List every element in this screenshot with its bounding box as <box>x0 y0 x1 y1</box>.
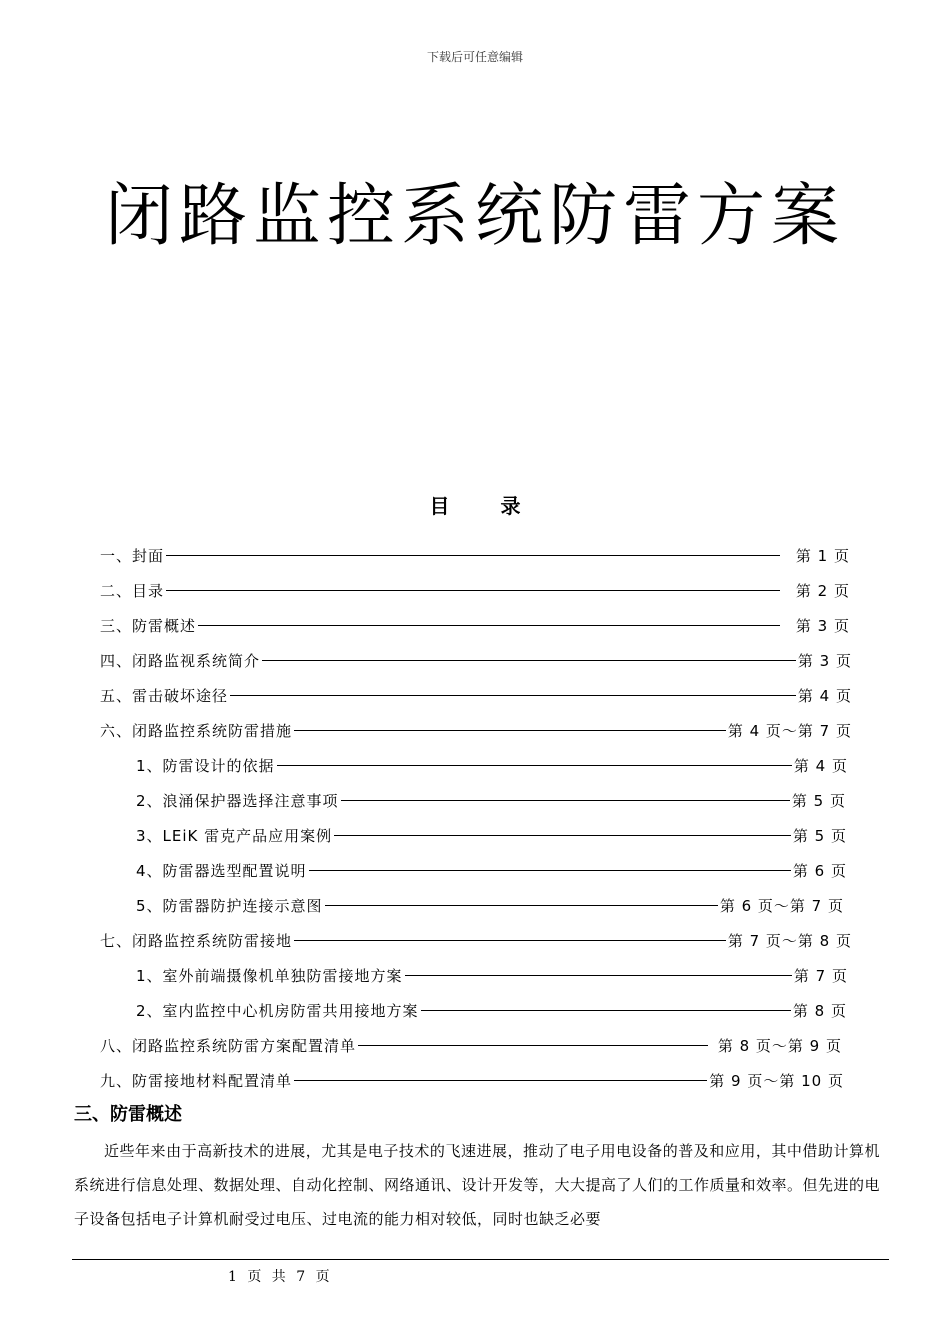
toc-leader <box>166 555 780 556</box>
toc-item-label: 七、闭路监控系统防雷接地 <box>100 931 293 950</box>
toc-leader <box>277 765 792 766</box>
toc-item-page: 第 3 页 <box>795 616 850 635</box>
toc-item-page: 第 7 页 <box>793 966 848 985</box>
toc-item-page: 第 3 页 <box>797 651 852 670</box>
toc-item-page: 第 5 页 <box>792 826 847 845</box>
toc-item-page: 第 8 页～第 9 页 <box>717 1036 842 1055</box>
toc-leader <box>166 590 780 591</box>
toc-item-label: 4、防雷器选型配置说明 <box>136 861 307 880</box>
page-footer: 1 页 共 7 页 <box>228 1269 333 1285</box>
toc-item-page: 第 4 页 <box>793 756 848 775</box>
toc-item-label: 二、目录 <box>100 581 165 600</box>
toc-item-page: 第 4 页～第 7 页 <box>727 721 852 740</box>
toc-item-label: 五、雷击破坏途径 <box>100 686 229 705</box>
toc-item-page: 第 6 页 <box>792 861 847 880</box>
toc-item[interactable] <box>136 785 846 815</box>
toc-item[interactable] <box>100 645 852 675</box>
toc-leader <box>341 800 790 801</box>
toc-item[interactable] <box>100 540 850 570</box>
toc-leader <box>325 905 718 906</box>
toc-leader <box>405 975 792 976</box>
toc-item-page: 第 9 页～第 10 页 <box>709 1071 844 1090</box>
toc-item[interactable] <box>136 855 847 885</box>
toc-item[interactable] <box>136 750 848 780</box>
section-paragraph: 近些年来由于高新技术的进展，尤其是电子技术的飞速进展，推动了电子用电设备的普及和应用，其中借助计算机系统进行信息处理、数据处理、自动化控制、网络通讯、设计开发等，大大提高了人们的工作质量和效率。但先进的电子设备包括电子计算机耐受过电压、过电流的能力相对较低，同时也缺乏必要 <box>74 1142 881 1228</box>
toc-item[interactable] <box>136 820 847 850</box>
toc-leader <box>309 870 791 871</box>
toc-item[interactable] <box>100 1065 844 1095</box>
toc-item-page: 第 1 页 <box>795 546 850 565</box>
toc-item-page: 第 8 页 <box>792 1001 847 1020</box>
toc-leader <box>294 730 726 731</box>
toc-leader <box>421 1010 791 1011</box>
toc-item[interactable] <box>100 575 850 605</box>
toc-heading: 目 录 <box>429 494 543 518</box>
toc-item[interactable] <box>136 890 844 920</box>
page-header: 下载后可任意编辑 <box>426 50 523 64</box>
toc-item[interactable] <box>100 680 852 710</box>
toc-item-label: 5、防雷器防护连接示意图 <box>136 896 323 915</box>
toc-item-label: 六、闭路监控系统防雷措施 <box>100 721 293 740</box>
toc-leader <box>334 835 791 836</box>
toc-item[interactable] <box>100 925 852 955</box>
toc-item-page: 第 2 页 <box>795 581 850 600</box>
toc-item-label: 1、室外前端摄像机单独防雷接地方案 <box>136 966 403 985</box>
toc-item[interactable] <box>100 1030 842 1060</box>
toc-item-page: 第 6 页～第 7 页 <box>719 896 844 915</box>
toc-item-label: 八、闭路监控系统防雷方案配置清单 <box>100 1036 357 1055</box>
toc-item-label: 九、防雷接地材料配置清单 <box>100 1071 293 1090</box>
toc-leader <box>262 660 796 661</box>
toc-item-label: 一、封面 <box>100 546 165 565</box>
toc-leader <box>294 1080 707 1081</box>
toc-leader <box>294 940 726 941</box>
toc-item[interactable] <box>136 960 848 990</box>
toc-item-label: 3、LEiK 雷克产品应用案例 <box>136 826 333 845</box>
toc-item[interactable] <box>100 715 852 745</box>
toc-item-page: 第 5 页 <box>791 791 846 810</box>
toc-item-label: 2、浪涌保护器选择注意事项 <box>136 791 339 810</box>
toc-leader <box>358 1045 708 1046</box>
toc-item-label: 2、室内监控中心机房防雷共用接地方案 <box>136 1001 419 1020</box>
toc-item-label: 三、防雷概述 <box>100 616 197 635</box>
toc-item-label: 四、闭路监视系统简介 <box>100 651 261 670</box>
toc-item-page: 第 4 页 <box>797 686 852 705</box>
toc-leader <box>230 695 796 696</box>
section-heading: 三、防雷概述 <box>74 1104 182 1125</box>
toc-leader <box>198 625 780 626</box>
toc-item-label: 1、防雷设计的依据 <box>136 756 275 775</box>
document-title: 闭路监控系统防雷方案 <box>104 177 845 256</box>
toc-item-page: 第 7 页～第 8 页 <box>727 931 852 950</box>
footer-divider <box>72 1259 889 1260</box>
toc-item[interactable] <box>136 995 847 1025</box>
toc-item[interactable] <box>100 610 850 640</box>
